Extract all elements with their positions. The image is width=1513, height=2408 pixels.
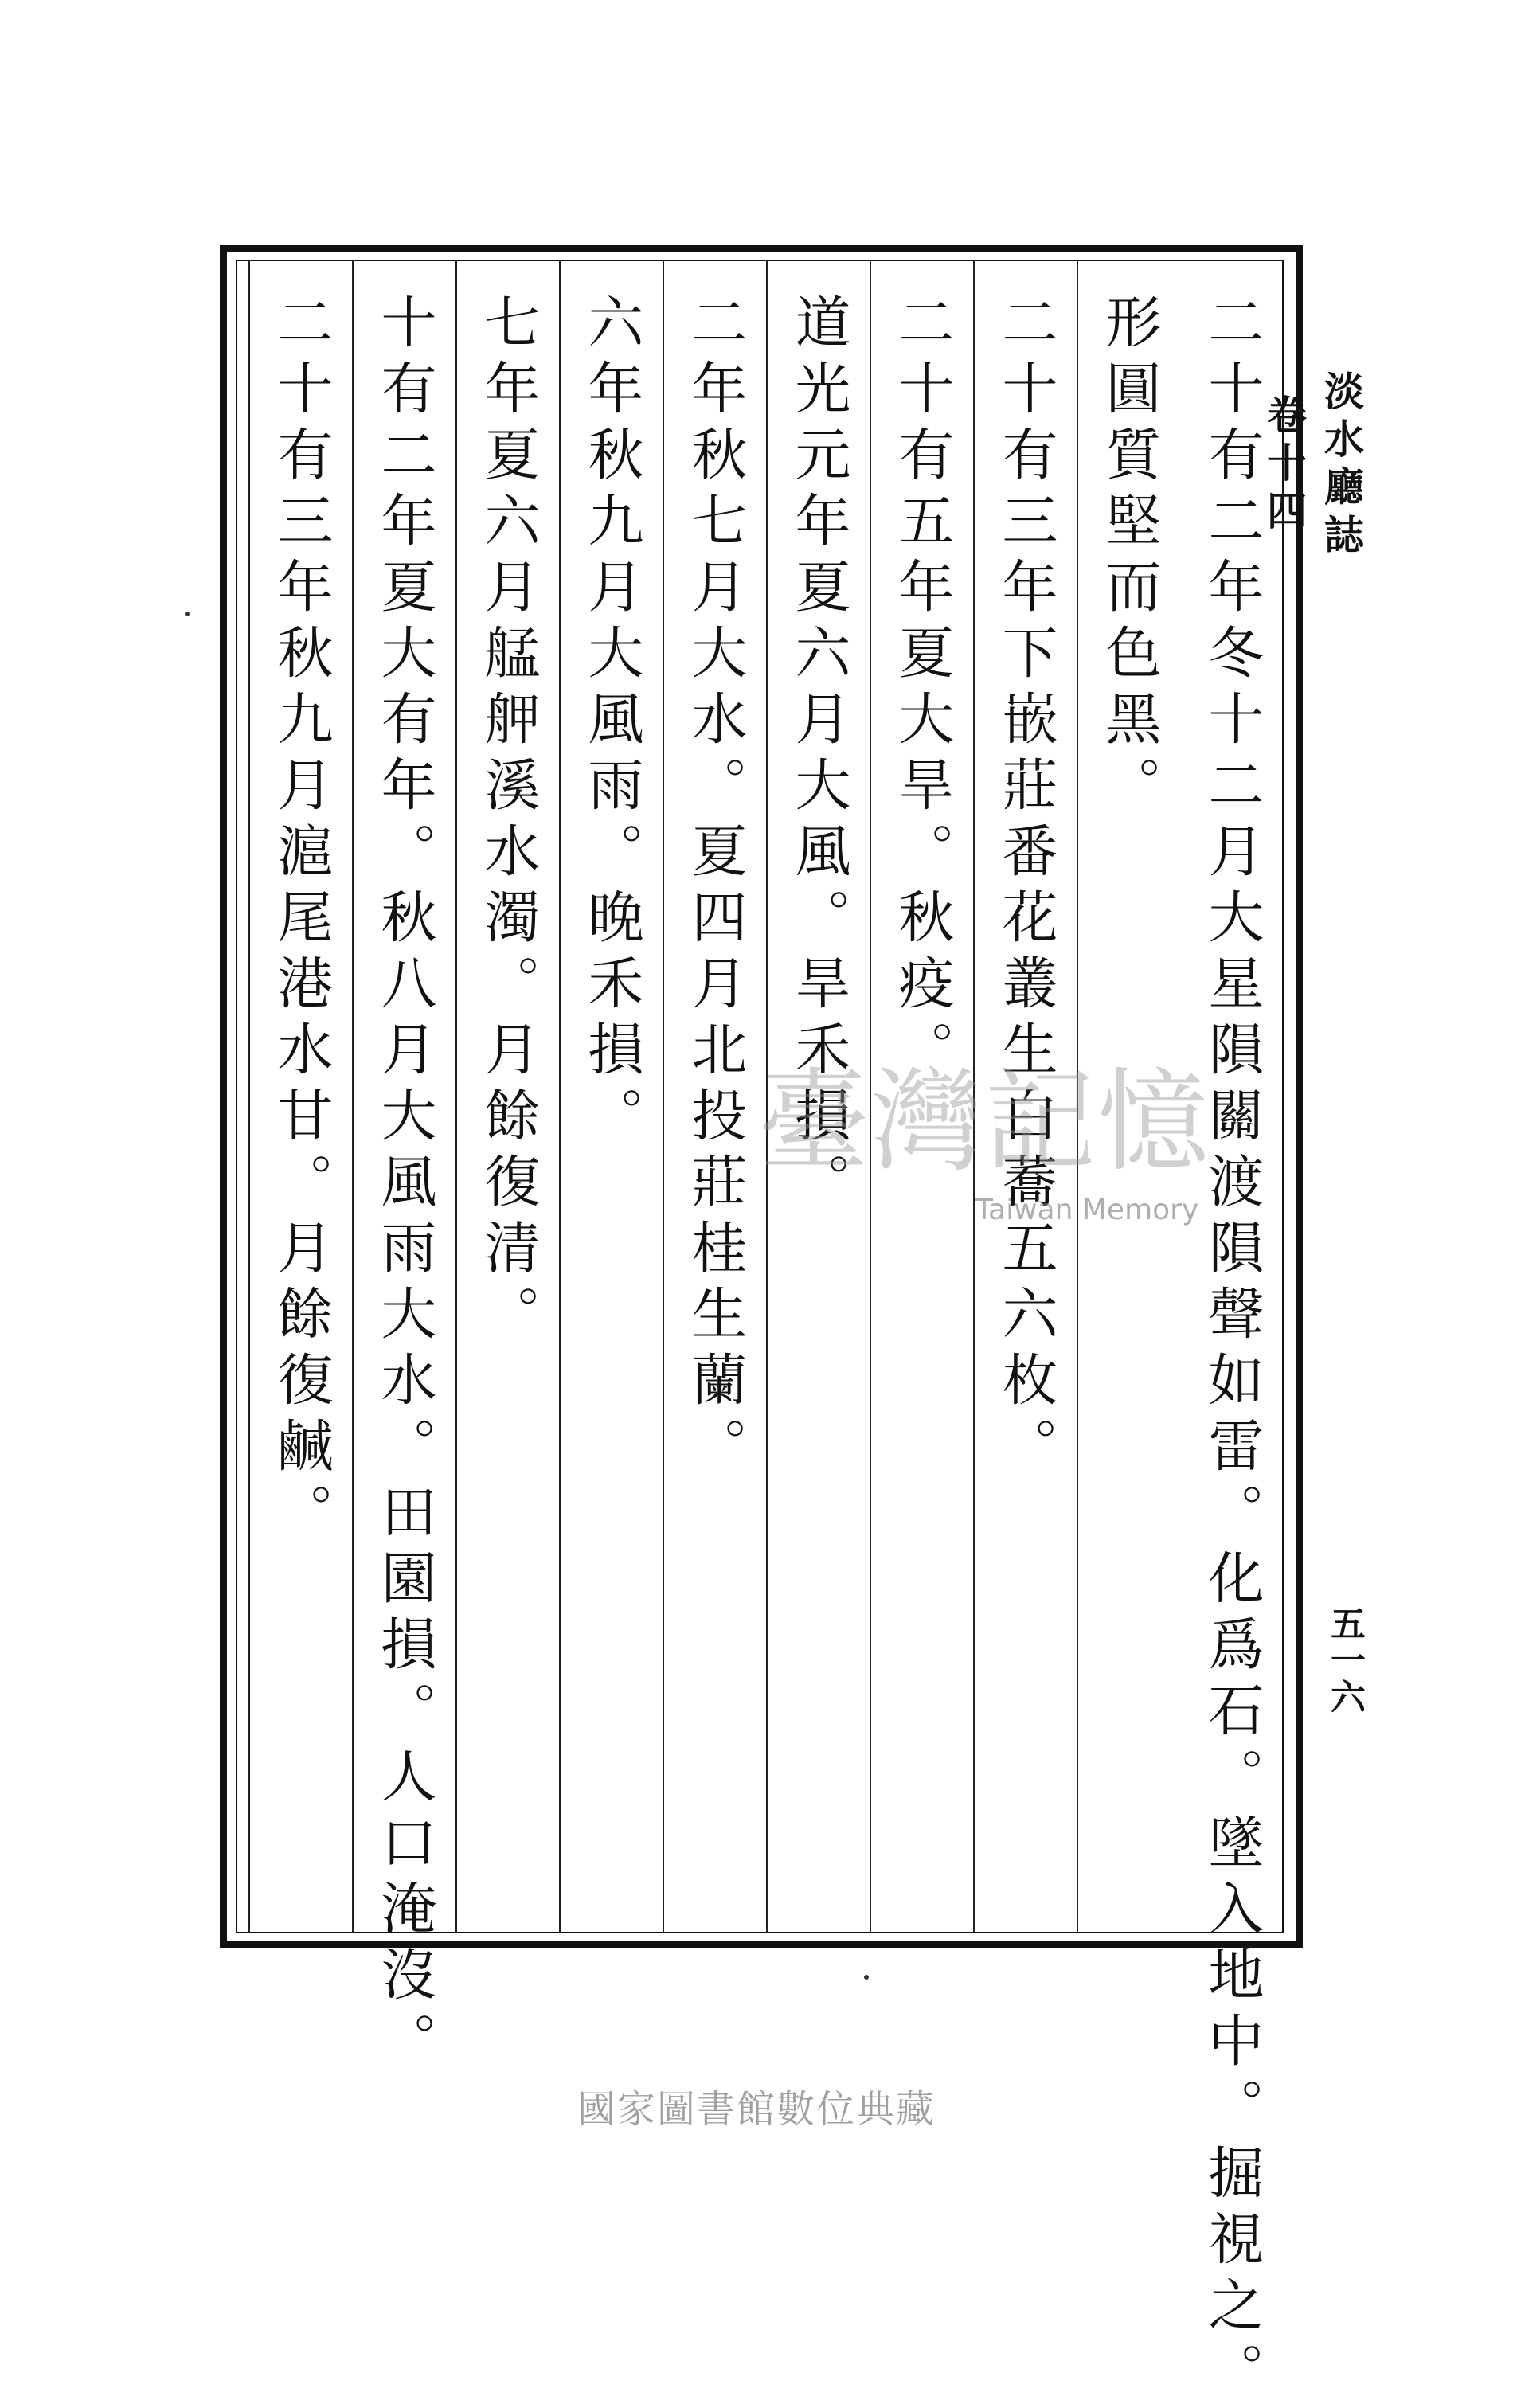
column-text: 二十有二年冬十二月大星隕關渡隕聲如雷。化爲石。墜入地中。掘視之。 bbox=[1199, 293, 1265, 2408]
scan-speck bbox=[864, 1975, 869, 1980]
text-column-6 bbox=[663, 260, 766, 1933]
scan-speck bbox=[185, 612, 190, 616]
column-text: 道光元年夏六月大風。旱禾損。 bbox=[786, 293, 851, 1218]
column-text: 二十有三年秋九月滬尾港水甘。月餘復鹹。 bbox=[268, 293, 334, 1549]
footer-credit: 國家圖書館數位典藏 bbox=[577, 2087, 936, 2132]
column-text: 六年秋九月大風雨。晚禾損。 bbox=[579, 293, 644, 1152]
column-text: 二年秋七月大水。夏四月北投莊桂生蘭。 bbox=[682, 293, 748, 1483]
column-text: 二十有三年下嵌莊番花叢生白蕎五六枚。 bbox=[993, 293, 1058, 1483]
column-text: 二十有五年夏大旱。秋疫。 bbox=[889, 293, 955, 1086]
column-text: 十有二年夏大有年。秋八月大風雨大水。田園損。人口淹沒。 bbox=[372, 293, 437, 2078]
column-text: 形圓質堅而色黑。 bbox=[1097, 293, 1162, 822]
text-column-10 bbox=[248, 260, 352, 1933]
watermark-logo: 臺灣記憶 bbox=[758, 1057, 1211, 1187]
watermark-caption: Taiwan Memory bbox=[975, 1194, 1199, 1226]
margin-page-number: 五一六 bbox=[1324, 1605, 1365, 1715]
column-text: 七年夏六月艋舺溪水濁。月餘復清。 bbox=[475, 293, 541, 1351]
text-column-8 bbox=[455, 260, 559, 1933]
margin-book-title: 淡水廳誌 卷十四 bbox=[1261, 370, 1365, 561]
text-column-7 bbox=[559, 260, 663, 1933]
text-column-9 bbox=[352, 260, 455, 2078]
